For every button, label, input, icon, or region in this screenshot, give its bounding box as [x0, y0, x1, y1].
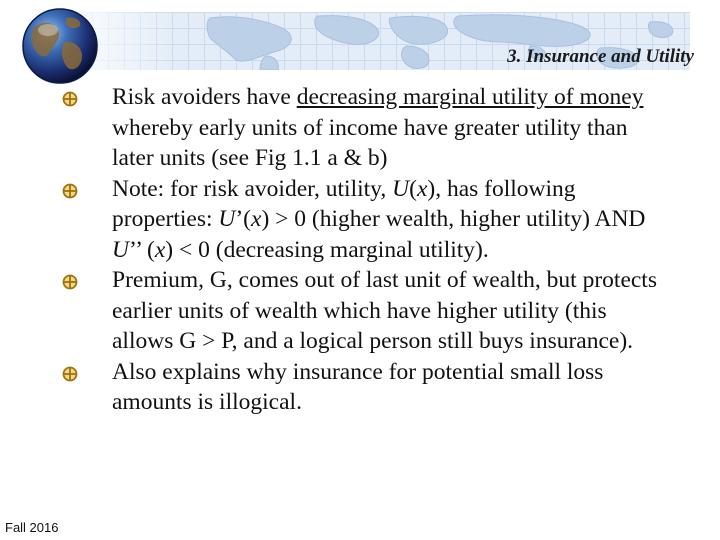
- bullet-item: [62, 265, 662, 357]
- bullet-text: Also explains why insurance for potential small loss amounts is illogical.: [112, 358, 604, 415]
- circle-cross-bullet-icon: [62, 274, 78, 290]
- bullet-list: [62, 82, 662, 418]
- bullet-item: [62, 82, 662, 174]
- bullet-text: Note: for risk avoider, utility, U(x), has following properties: U’(x) > 0 (higher wealth, higher utility) AND U’’ (x) < 0 (decreasing marginal utility).: [112, 175, 646, 263]
- bullet-item: [62, 357, 662, 418]
- bullet-text: Risk avoiders have decreasing marginal utility of money whereby early units of income have greater utility than later units (see Fig 1.1 a & b): [112, 84, 644, 171]
- circle-cross-bullet-icon: [62, 183, 78, 199]
- bullet-text: Premium, G, comes out of last unit of wealth, but protects earlier units of wealth which have higher utility (this allows G > P, and a logical person still buys insurance).: [112, 267, 657, 354]
- circle-cross-bullet-icon: [62, 91, 78, 107]
- globe-icon: [20, 6, 100, 86]
- slide-title: 3. Insurance and Utility: [507, 46, 694, 67]
- circle-cross-bullet-icon: [62, 366, 78, 382]
- footer-date: Fall 2016: [5, 520, 59, 535]
- bullet-item: [62, 174, 662, 266]
